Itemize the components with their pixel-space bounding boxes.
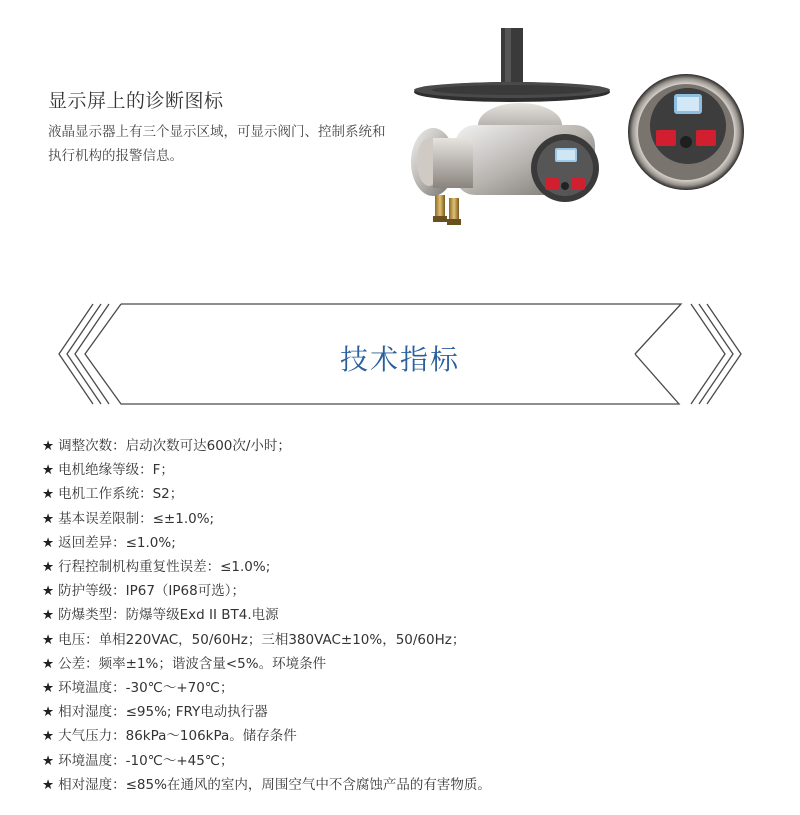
list-item: ★ 公差：频率±1%；谐波含量<5%。环境条件	[42, 655, 327, 672]
section-title: 技术指标	[339, 343, 460, 376]
list-item: ★ 防爆类型：防爆等级Exd II BT4.电源	[42, 607, 279, 624]
list-item: ★ 环境温度：-30℃～+70℃；	[42, 680, 234, 697]
star-icon: ★	[42, 583, 55, 600]
star-icon: ★	[42, 680, 55, 697]
list-item: ★ 防护等级：IP67（IP68可选）；	[42, 583, 245, 600]
star-icon: ★	[42, 607, 55, 624]
star-icon: ★	[42, 510, 55, 527]
list-item: ★ 相对湿度：≤95%; FRY电动执行器	[42, 704, 268, 721]
star-icon: ★	[42, 462, 55, 479]
star-icon: ★	[42, 704, 55, 721]
display-closeup-image	[626, 72, 746, 192]
star-icon: ★	[42, 728, 55, 745]
star-icon: ★	[42, 486, 55, 503]
list-item: ★ 调整次数：启动次数可达600次/小时；	[42, 438, 291, 454]
star-icon: ★	[42, 559, 55, 576]
star-icon: ★	[42, 655, 55, 672]
star-icon: ★	[42, 438, 55, 454]
list-item: ★ 电机绝缘等级：F；	[42, 462, 174, 479]
list-item: ★ 行程控制机构重复性误差：≤1.0%;	[42, 559, 271, 576]
star-icon: ★	[42, 631, 55, 648]
list-item: ★ 基本误差限制：≤±1.0%;	[42, 510, 215, 527]
list-item: ★ 相对湿度：≤85%在通风的室内，周围空气中不含腐蚀产品的有害物质。	[42, 776, 491, 793]
list-item: ★ 电机工作系统：S2；	[42, 486, 184, 503]
diagnostics-section	[0, 0, 800, 270]
list-item: ★ 电压：单相220VAC，50/60Hz；三相380VAC±10%，50/60Hz；	[42, 631, 466, 648]
star-icon: ★	[42, 776, 55, 793]
star-icon: ★	[42, 534, 55, 551]
diagnostics-title: 显示屏上的诊断图标	[48, 90, 224, 112]
list-item: ★ 环境温度：-10℃～+45℃；	[42, 752, 234, 769]
actuator-product-image	[405, 20, 625, 235]
list-item: ★ 返回差异：≤1.0%;	[42, 534, 176, 551]
list-item: ★ 大气压力：86kPa～106kPa。储存条件	[42, 728, 297, 745]
diagnostics-description: 液晶显示器上有三个显示区域，可显示阀门、控制系统和执行机构的报警信息。	[48, 124, 386, 164]
star-icon: ★	[42, 752, 55, 769]
spec-list	[42, 434, 782, 797]
